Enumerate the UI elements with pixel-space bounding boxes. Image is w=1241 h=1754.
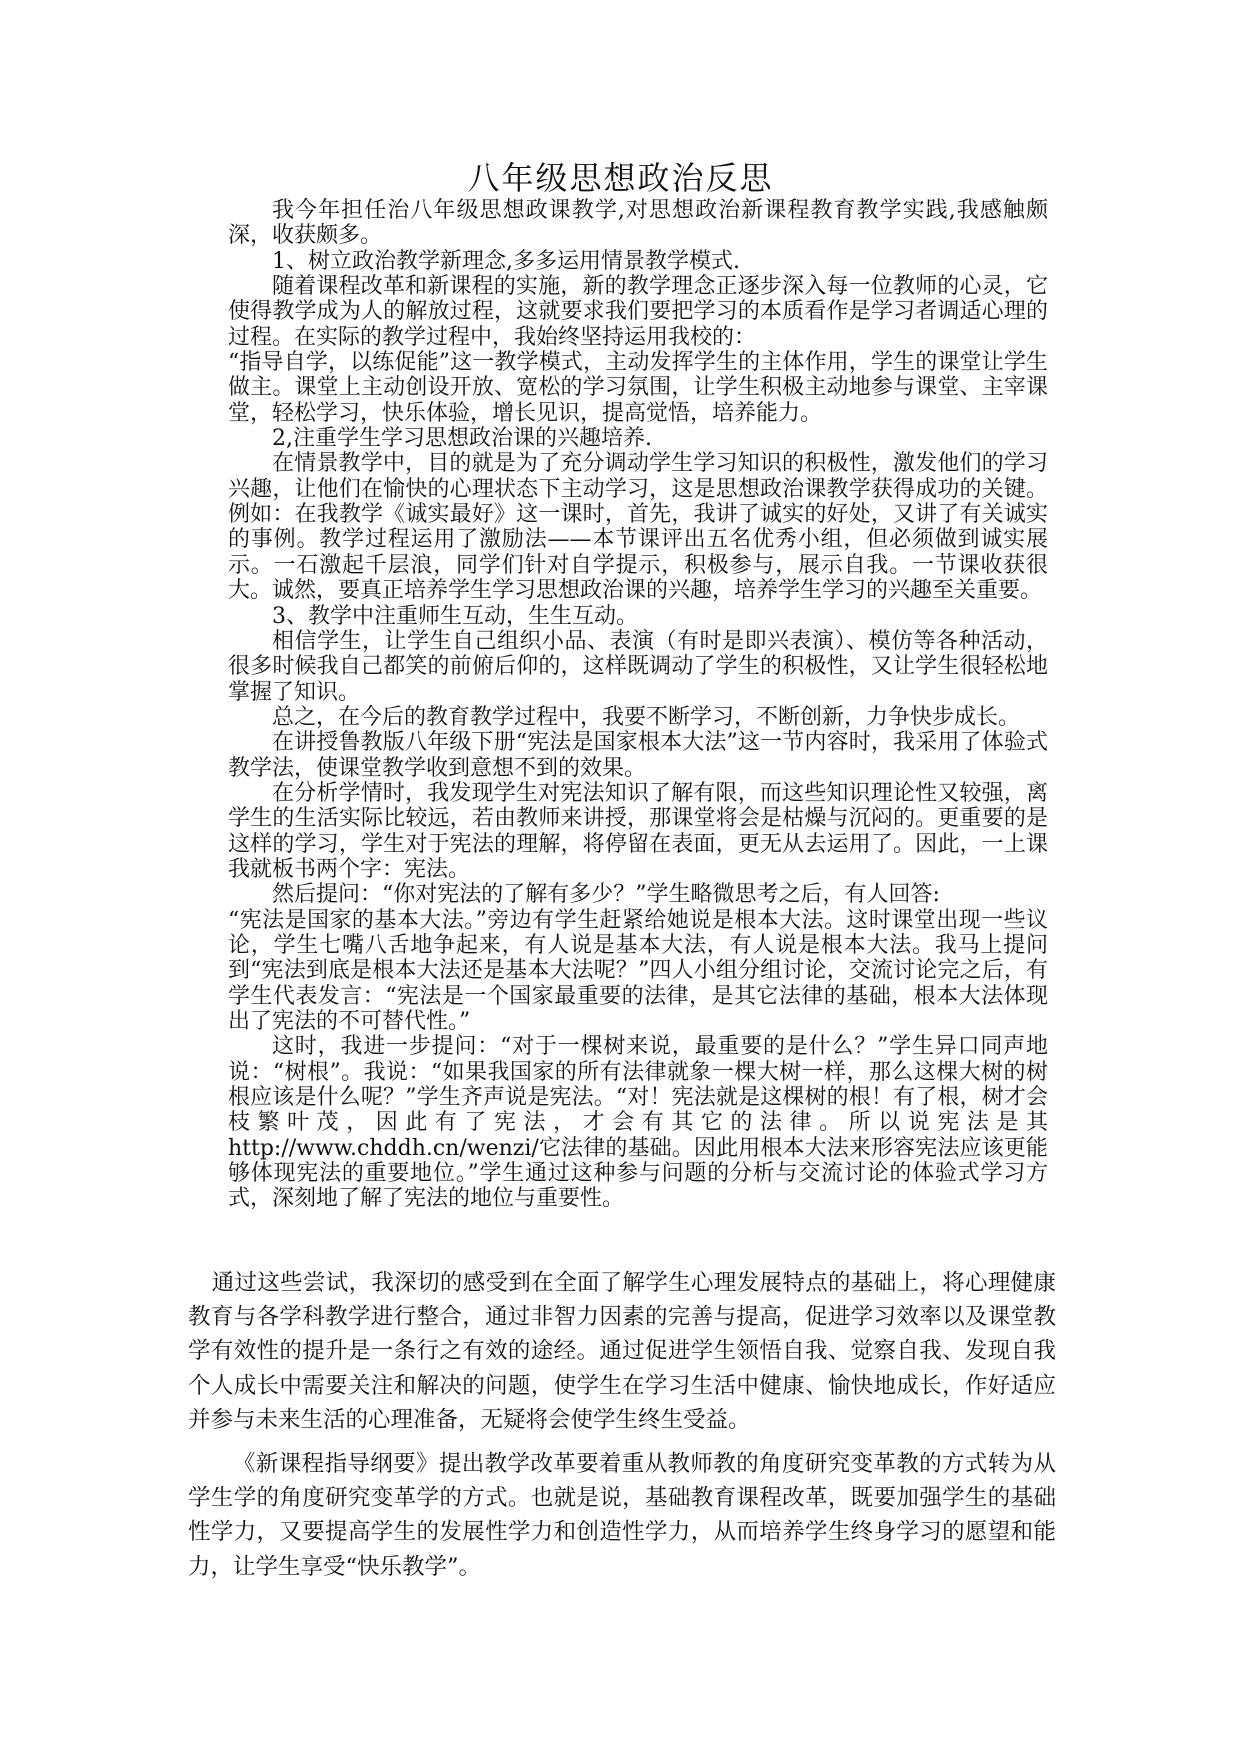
body-paragraph: “指导自学，以练促能”这一教学模式，主动发挥学生的主体作用，学生的课堂让学生做主。课堂上主动创设开放、宽松的学习氛围，让学生积极主动地参与课堂、主宰课堂，轻松学习，快乐体验，增长见识，提高觉悟，培养能力。: [228, 350, 1048, 426]
heading-point-2: 2,注重学生学习思想政治课的兴趣培养.: [272, 426, 652, 452]
body-paragraph: 在分析学情时，我发现学生对宪法知识了解有限，而这些知识理论性又较强，离学生的生活实际比较远，若由教师来讲授，那课堂将会是枯燥与沉闷的。更重要的是这样的学习，学生对于宪法的理解，将停留在表面，更无从去运用了。因此，一上课我就板书两个字：宪法。: [228, 780, 1048, 882]
heading-point-1: 1、树立政治教学新理念,多多运用情景教学模式.: [272, 248, 740, 274]
reflection-body: [228, 198, 1048, 1212]
body-paragraph: 在讲授鲁教版八年级下册“宪法是国家根本大法”这一节内容时，我采用了体验式教学法，使课堂教学收到意想不到的效果。: [228, 730, 1048, 781]
body-paragraph: 这时，我进一步提问：“对于一棵树来说，最重要的是什么？”学生异口同声地说：“树根”。我说：“如果我国家的所有法律就象一棵大树一样，那么这棵大树的树根应该是什么呢？”学生齐声说是宪法。“对！宪法就是这棵树的根！有了根，树才会枝繁叶茂，因此有了宪法，才会有其它的法律。所以说宪法是其 http://www.chddh.cn/wenzi/它法律的基础。因此用根本大法来形容宪法应该更能够体现宪法的重要地位。”学生通过这种参与问题的分析与交流讨论的体验式学习方式，深刻地了解了宪法的地位与重要性。: [228, 1034, 1048, 1212]
body-paragraph: 然后提问：“你对宪法的了解有多少？”学生略微思考之后，有人回答:: [272, 882, 940, 908]
body-paragraph: “宪法是国家的基本大法。”旁边有学生赶紧给她说是根本大法。这时课堂出现一些议论，学生七嘴八舌地争起来，有人说是基本大法，有人说是根本大法。我马上提问到“宪法到底是根本大法还是基本大法呢？”四人小组分组讨论，交流讨论完之后，有学生代表发言：“宪法是一个国家最重要的法律，是其它法律的基础，根本大法体现出了宪法的不可替代性。”: [228, 907, 1048, 1034]
conclusion-body: [188, 1266, 1056, 1584]
body-paragraph: 在情景教学中，目的就是为了充分调动学生学习知识的积极性，激发他们的学习兴趣，让他们在愉快的心理状态下主动学习，这是思想政治课教学获得成功的关键。例如：在我教学《诚实最好》这一课时，首先，我讲了诚实的好处，又讲了有关诚实的事例。教学过程运用了激励法——本节课评出五名优秀小组，但必须做到诚实展示。一石激起千层浪，同学们针对自学提示，积极参与，展示自我。一节课收获很大。诚然，要真正培养学生学习思想政治课的兴趣，培养学生学习的兴趣至关重要。: [228, 451, 1048, 604]
conclusion-paragraph: 通过这些尝试，我深切的感受到在全面了解学生心理发展特点的基础上，将心理健康教育与各学科教学进行整合，通过非智力因素的完善与提高，促进学习效率以及课堂教学有效性的提升是一条行之有效的途经。通过促进学生领悟自我、觉察自我、发现自我个人成长中需要关注和解决的问题，使学生在学习生活中健康、愉快地成长，作好适应并参与未来生活的心理准备，无疑将会使学生终生受益。: [188, 1270, 1056, 1433]
intro-paragraph: 我今年担任治八年级思想政课教学,对思想政治新课程教育教学实践,我感触颇深，收获颇多。: [228, 198, 1048, 249]
conclusion-paragraph: 《新课程指导纲要》提出教学改革要着重从教师教的角度研究变革教的方式转为从学生学的角度研究变革学的方式。也就是说，基础教育课程改革，既要加强学生的基础性学力，又要提高学生的发展性学力和创造性学力，从而培养学生终身学习的愿望和能力，让学生享受“快乐教学”。: [188, 1451, 1056, 1580]
body-paragraph: 随着课程改革和新课程的实施，新的教学理念正逐步深入每一位教师的心灵，它使得教学成为人的解放过程，这就要求我们要把学习的本质看作是学习者调适心理的过程。在实际的教学过程中，我始终坚持运用我校的：: [228, 274, 1048, 350]
body-paragraph: 相信学生，让学生自己组织小品、表演（有时是即兴表演）、模仿等各种活动，很多时候我自己都笑的前俯后仰的，这样既调动了学生的积极性，又让学生很轻松地掌握了知识。: [228, 628, 1048, 705]
document-title: 八年级思想政治反思: [467, 159, 774, 197]
body-paragraph: 总之，在今后的教育教学过程中，我要不断学习，不断创新，力争快步成长。: [272, 704, 1021, 730]
heading-point-3: 3、教学中注重师生互动，生生互动。: [272, 603, 638, 629]
